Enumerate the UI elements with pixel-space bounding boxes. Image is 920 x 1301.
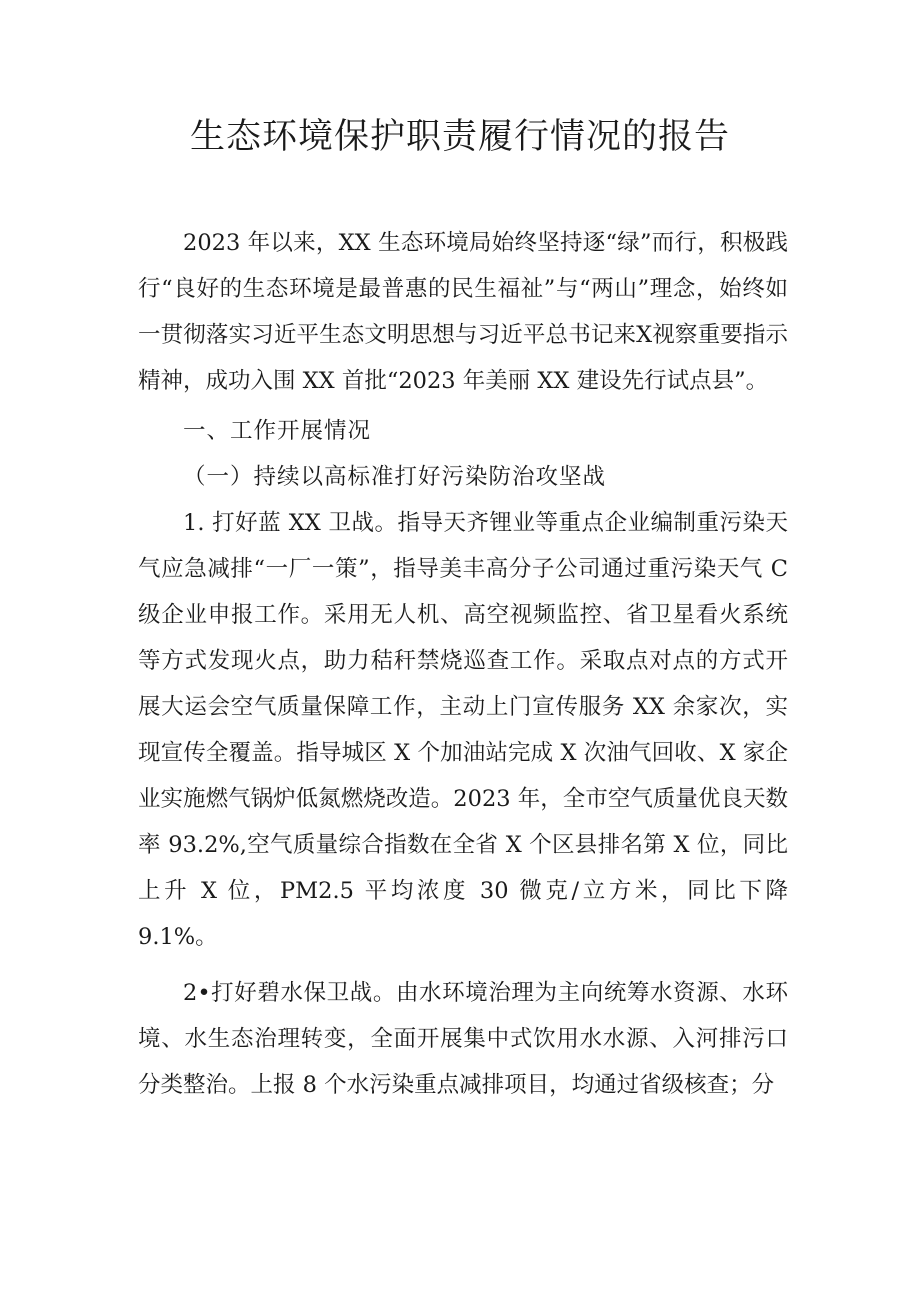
item-paragraph-2: 2•打好碧水保卫战。由水环境治理为主向统筹水资源、水环境、水生态治理转变，全面开展集中式饮用水水源、入河排污口分类整治。上报 8 个水污染重点减排项目，均通过省级核查；分 [138, 980, 788, 1098]
item-paragraph-1: 1. 打好蓝 XX 卫战。指导天齐锂业等重点企业编制重污染天气应急减排“一厂一策”，指导美丰高分子公司通过重污染天气 C 级企业申报工作。采用无人机、高空视频监控、省卫星看火系统等方式发现火点，助力秸秆禁烧巡查工作。采取点对点的方式开展大运会空气质量保障工作，主动上门宣传服务 XX 余家次，实现宣传全覆盖。指导城区 X 个加油站完成 X 次油气回收、X 家企业实施燃气锅炉低氮燃烧改造。2023 年，全市空气质量优良天数率 93.2%,空气质量综合指数在全省 X 个区县排名第 X 位，同比上升 X 位，PM2.5 平均浓度 30 微克/立方米，同比下降 9.1%。 [138, 510, 788, 950]
subsection-heading: （一）持续以高标准打好污染防治攻坚战 [183, 464, 607, 490]
intro-paragraph: 2023 年以来，XX 生态环境局始终坚持逐“绿”而行，积极践行“良好的生态环境是最普惠的民生福祉”与“两山”理念，始终如一贯彻落实习近平生态文明思想与习近平总书记来X视察重要指示精神，成功入围 XX 首批“2023 年美丽 XX 建设先行试点县”。 [138, 230, 788, 394]
section-heading: 一、工作开展情况 [183, 418, 372, 444]
document-title: 生态环境保护职责履行情况的报告 [189, 117, 730, 157]
document-body [138, 220, 788, 1108]
